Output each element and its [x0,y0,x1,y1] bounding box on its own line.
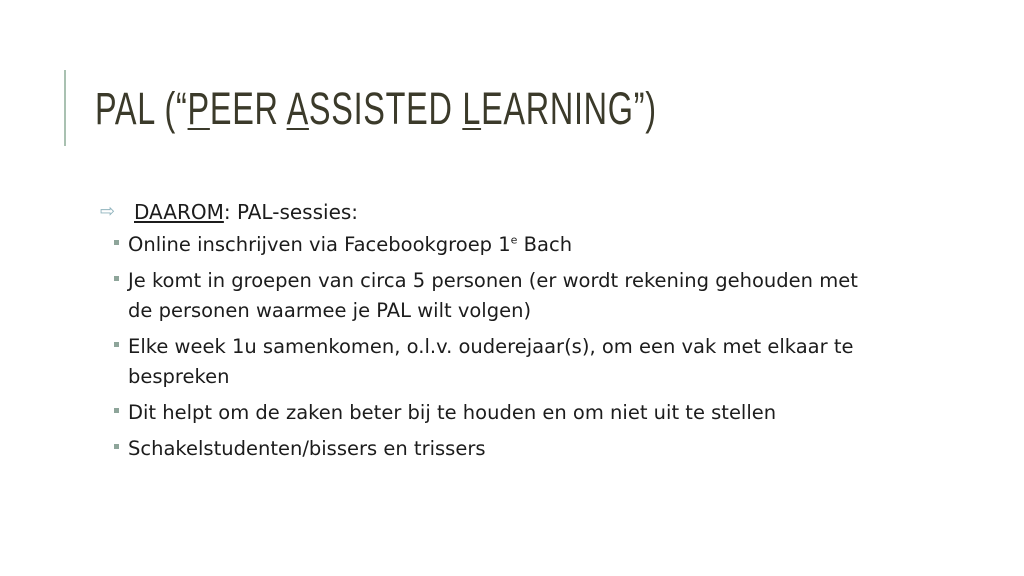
square-bullet-icon [114,266,128,281]
title-learning-initial: L [462,83,482,134]
main-bullet [100,196,860,228]
list-item [100,230,860,260]
main-bullet-label: : PAL-sessies: [223,200,359,224]
square-bullet-icon [114,230,128,245]
main-bullet-keyword: DAAROM [134,200,224,224]
list-item [100,266,860,326]
list-item-text: Schakelstudenten/bissers en trissers [128,437,486,460]
title-assisted-rest: SSISTED [308,83,463,134]
square-bullet-icon [114,398,128,413]
list-item-text: Online inschrijven via Facebookgroep 1e Bach [128,233,573,256]
list-item-text: Elke week 1u samenkomen, o.l.v. ouderejaar(s), om een vak met elkaar te bespreken [128,335,854,388]
main-bullet-text [134,196,358,228]
square-bullet-icon [114,332,128,347]
list-item [100,434,860,464]
arrow-icon: ⇨ [100,201,116,222]
slide-content [100,196,860,470]
superscript: e [510,233,518,247]
sub-bullet-list [100,230,860,464]
title-peer-initial: P [187,83,210,134]
list-item [100,332,860,392]
square-bullet-icon [114,434,128,449]
title-prefix: PAL (“ [95,83,188,134]
title-assisted-initial: A [286,83,309,134]
title-accent-line [64,70,66,146]
title-peer-rest: EER [209,83,287,134]
title-learning-rest: EARNING”) [481,83,657,134]
slide-title [95,76,657,142]
list-item-text: Dit helpt om de zaken beter bij te houden en om niet uit te stellen [128,401,777,424]
list-item [100,398,860,428]
list-item-text: Je komt in groepen van circa 5 personen (er wordt rekening gehouden met de personen waarmee je PAL wilt volgen) [128,269,858,322]
